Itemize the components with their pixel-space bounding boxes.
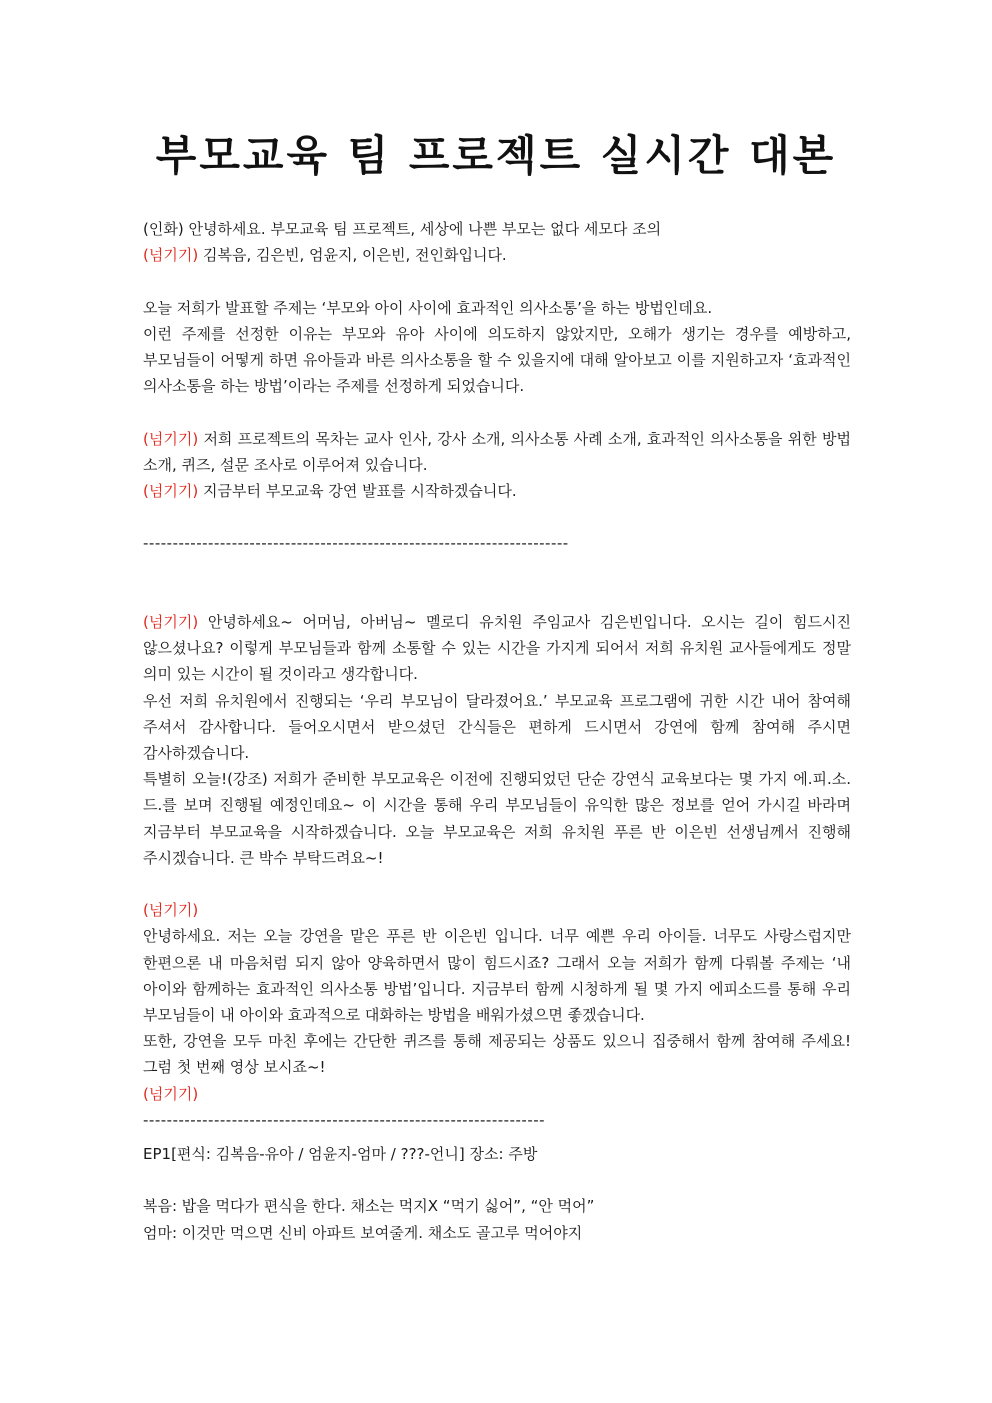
member-names: 김복음, 김은빈, 엄윤지, 이은빈, 전인화입니다. [202,246,507,265]
spacer [143,557,851,583]
document-title: 부모교육 팀 프로젝트 실시간 대본 [155,131,837,180]
slide-cue: (넘기기) [143,429,199,448]
document-body [143,216,851,1246]
spacer [143,399,851,425]
episode-heading: EP1[편식: 김복음-유아 / 엄윤지-엄마 / ???-언니] 장소: 주방 [143,1145,538,1164]
teacher-thanks-paragraph: 우선 저희 유치원에서 진행되는 ‘우리 부모님이 달라졌어요.’ 부모교육 프로그램에 귀한 시간 내어 참여해 주셔서 감사합니다. 들어오시면서 받으셨던 간식들은 편하게 드시면서 강연에 함께 참여해 주시면 감사하겠습니다. [143,691,851,762]
spacer [143,268,851,294]
teacher-intro-paragraph: 특별히 오늘!(강조) 저희가 준비한 부모교육은 이전에 진행되었던 단순 강연식 교육보다는 몇 가지 에.피.소.드.를 보며 진행될 예정인데요~ 이 시간을 통해 우리 부모님들이 유익한 많은 정보를 얻어 가시길 바라며 지금부터 부모교육을 시작하겠습니다. 오늘 부모교육은 저희 유치원 푸른 반 이은빈 선생님께서 진행해 주시겠습니다. 큰 박수 부탁드려요~! [143,770,851,867]
teacher-greeting-paragraph: (넘기기) 안녕하세요~ 어머님, 아버님~ 멜로디 유치원 주임교사 김은빈입니다. 오시는 길이 힘드시진 않으셨나요? 이렇게 부모님들과 함께 소통할 수 있는 시간을 가지게 되어서 저희 유치원 교사들에게도 정말 의미 있는 시간이 될 것이라고 생각합니다. [143,612,851,684]
spacer [143,583,851,609]
script-line: 엄마: 이것만 먹으면 신비 아파트 보여줄게. 채소도 골고루 먹어야지 [143,1223,583,1242]
slide-cue: (넘기기) [143,612,199,631]
script-line: 복음: 밥을 먹다가 편식을 한다. 채소는 먹지X “먹기 싫어”, “안 먹어” [143,1197,595,1216]
slide-cue: (넘기기) [143,246,199,265]
topic-paragraph: 오늘 저희가 발표할 주제는 ‘부모와 아이 사이에 효과적인 의사소통’을 하는 방법인데요. [143,298,713,317]
intro-members-line [143,242,851,268]
spacer [143,504,851,530]
spacer [143,871,851,897]
agenda-paragraph: (넘기기) 저희 프로젝트의 목차는 교사 인사, 강사 소개, 의사소통 사례 소개, 효과적인 의사소통을 위한 방법 소개, 퀴즈, 설문 조사로 이루어져 있습니다. [143,429,851,474]
slide-cue-line [143,1081,851,1107]
lecturer-quiz-paragraph: 또한, 강연을 모두 마친 후에는 간단한 퀴즈를 통해 제공되는 상품도 있으니 집중해서 함께 참여해 주세요! 그럼 첫 번째 영상 보시죠~! [143,1032,851,1077]
slide-cue-line [143,897,851,923]
slide-cue: (넘기기) [143,901,199,920]
intro-line: (인화) 안녕하세요. 부모교육 팀 프로젝트, 세상에 나쁜 부모는 없다 세모다 조의 [143,220,662,238]
topic-reason-paragraph: 이런 주제를 선정한 이유는 부모와 유아 사이에 의도하지 않았지만, 오해가 생기는 경우를 예방하고, 부모님들이 어떻게 하면 유아들과 바른 의사소통을 할 수 있을지에 대해 알아보고 이를 지원하고자 ‘효과적인 의사소통을 하는 방법’이라는 주제를 선정하게 되었습니다. [143,324,851,396]
slide-cue: (넘기기) [143,482,199,500]
section-divider: -------------------------------------------------------------------- [143,1110,546,1129]
lecturer-greeting-paragraph: 안녕하세요. 저는 오늘 강연을 맡은 푸른 반 이은빈 입니다. 너무 예쁜 우리 아이들. 너무도 사랑스럽지만 한편으론 내 마음처럼 되지 않아 양육하면서 많이 힘드시죠? 그래서 오늘 저희가 함께 다뤄볼 주제는 ‘내 아이와 함께하는 효과적인 의사소통 방법’입니다. 지금부터 함께 시청하게 될 몇 가지 에피소드를 통해 우리 부모님들이 내 아이와 효과적으로 대화하는 방법을 배워가셨으면 좋겠습니다. [143,927,851,1024]
section-divider: ------------------------------------------------------------------------ [143,534,569,553]
slide-cue: (넘기기) [143,1084,199,1103]
spacer [143,1167,851,1193]
start-paragraph: (넘기기) 지금부터 부모교육 강연 발표를 시작하겠습니다. [143,482,517,500]
